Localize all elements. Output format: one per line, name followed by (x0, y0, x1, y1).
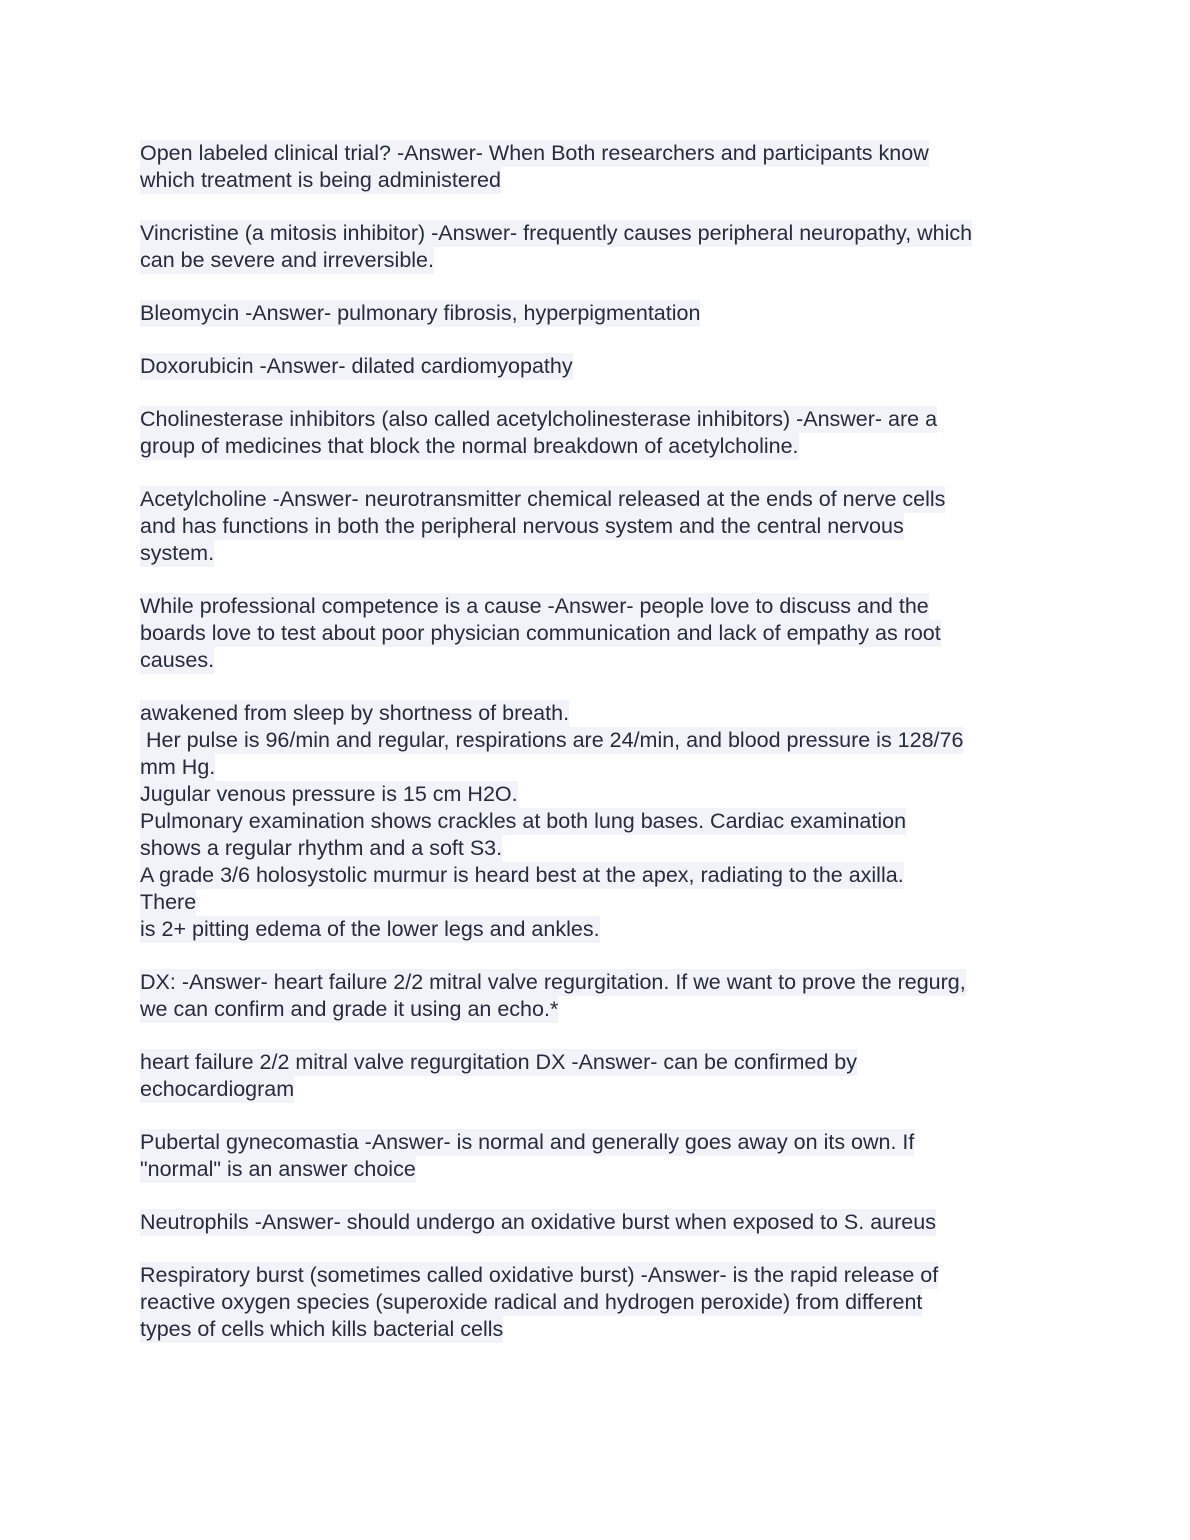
text-line: group of medicines that block the normal breakdown of acetylcholine. (140, 434, 799, 458)
text-line: Open labeled clinical trial? -Answer- When Both researchers and participants know (140, 141, 929, 165)
text-line: Pubertal gynecomastia -Answer- is normal and generally goes away on its own. If (140, 1130, 915, 1154)
qa-entry-bleomycin (140, 300, 1050, 327)
qa-entry-vincristine (140, 220, 1050, 274)
qa-entry-professional-competence (140, 593, 1050, 674)
text-line: There (140, 890, 197, 914)
text-line: which treatment is being administered (140, 168, 501, 192)
qa-entry-heart-failure-dx (140, 1049, 1050, 1103)
text-line: mm Hg. (140, 755, 216, 779)
text-line: Respiratory burst (sometimes called oxidative burst) -Answer- is the rapid release of (140, 1263, 939, 1287)
text-line: heart failure 2/2 mitral valve regurgitation DX -Answer- can be confirmed by (140, 1050, 857, 1074)
qa-entry-doxorubicin (140, 353, 1050, 380)
qa-entry-neutrophils (140, 1209, 1050, 1236)
text-line: awakened from sleep by shortness of breath. (140, 701, 570, 725)
text-line: types of cells which kills bacterial cells (140, 1317, 504, 1341)
text-line: echocardiogram (140, 1077, 295, 1101)
qa-entry-pubertal-gynecomastia (140, 1129, 1050, 1183)
text-line: Vincristine (a mitosis inhibitor) -Answer- frequently causes peripheral neuropathy, which (140, 221, 973, 245)
text-line: Pulmonary examination shows crackles at both lung bases. Cardiac examination (140, 809, 907, 833)
text-line: system. (140, 541, 215, 565)
text-line: Jugular venous pressure is 15 cm H2O. (140, 782, 518, 806)
text-line: and has functions in both the peripheral nervous system and the central nervous (140, 514, 904, 538)
text-line: is 2+ pitting edema of the lower legs and ankles. (140, 917, 600, 941)
text-line: While professional competence is a cause -Answer- people love to discuss and the (140, 594, 929, 618)
text-line: causes. (140, 648, 215, 672)
text-line: Bleomycin -Answer- pulmonary fibrosis, hyperpigmentation (140, 301, 701, 325)
text-line: Acetylcholine -Answer- neurotransmitter chemical released at the ends of nerve cells (140, 487, 946, 511)
text-line: shows a regular rhythm and a soft S3. (140, 836, 503, 860)
qa-entry-acetylcholine (140, 486, 1050, 567)
text-line: Neutrophils -Answer- should undergo an oxidative burst when exposed to S. aureus (140, 1210, 936, 1234)
text-line: boards love to test about poor physician communication and lack of empathy as root (140, 621, 941, 645)
qa-entry-dx (140, 969, 1050, 1023)
text-line: "normal" is an answer choice (140, 1157, 416, 1181)
text-line: Cholinesterase inhibitors (also called acetylcholinesterase inhibitors) -Answer- are a (140, 407, 938, 431)
text-line: reactive oxygen species (superoxide radical and hydrogen peroxide) from different (140, 1290, 923, 1314)
text-line: we can confirm and grade it using an echo.* (140, 997, 559, 1021)
text-line: Doxorubicin -Answer- dilated cardiomyopathy (140, 354, 573, 378)
text-line: can be severe and irreversible. (140, 248, 434, 272)
qa-entry-open-labeled-trial (140, 140, 1050, 194)
qa-entry-respiratory-burst (140, 1262, 1050, 1343)
clinical-case-vignette (140, 700, 1050, 943)
qa-entry-cholinesterase-inhibitors (140, 406, 1050, 460)
text-line: A grade 3/6 holosystolic murmur is heard best at the apex, radiating to the axilla. (140, 863, 904, 887)
text-line: DX: -Answer- heart failure 2/2 mitral valve regurgitation. If we want to prove the regurg, (140, 970, 966, 994)
document-page (140, 140, 1050, 1369)
text-line: Her pulse is 96/min and regular, respirations are 24/min, and blood pressure is 128/76 (140, 728, 964, 752)
